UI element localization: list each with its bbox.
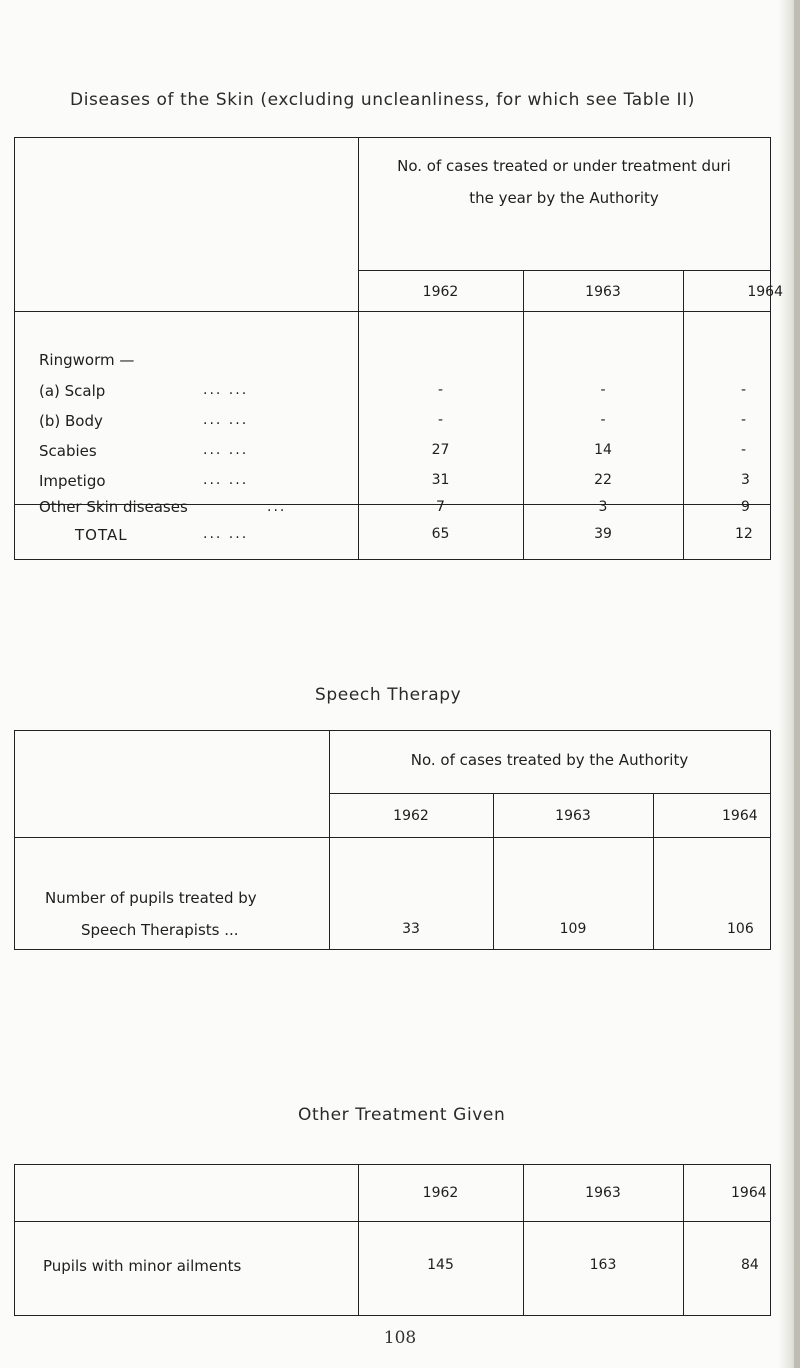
other-year-1962: 1962 <box>422 1185 459 1201</box>
row-label-line1: Number of pupils treated by <box>45 889 257 907</box>
skin-group-header-line2: the year by the Authority <box>469 189 659 207</box>
leader-dots: ... ... <box>203 442 249 458</box>
cell-1962: 7 <box>436 499 445 515</box>
cell-1962: - <box>437 412 444 428</box>
row-label: Scabies <box>39 442 97 460</box>
skin-year-1963: 1963 <box>585 284 621 300</box>
skin-diseases-heading: Diseases of the Skin (excluding uncleanliness, for which see Table II) <box>70 90 696 110</box>
row-label-line2: Speech Therapists ... <box>81 921 239 939</box>
cell-1964: - <box>741 382 747 398</box>
cell-1964: 9 <box>741 499 750 515</box>
cell-1962: 31 <box>431 472 450 488</box>
cell-1962: - <box>437 382 444 398</box>
row-label: Pupils with minor ailments <box>43 1257 242 1275</box>
skin-year-1962: 1962 <box>422 284 459 300</box>
leader-dots: ... <box>267 499 287 515</box>
cell-1963: 22 <box>594 472 612 488</box>
page-number: 108 <box>383 1328 417 1348</box>
row-label: (a) Scalp <box>39 382 106 400</box>
cell-1963: - <box>600 382 606 398</box>
speech-year-1963: 1963 <box>555 808 591 824</box>
speech-year-1962: 1962 <box>393 808 429 824</box>
speech-group-header: No. of cases treated by the Authority <box>410 751 689 769</box>
other-cell-1962: 145 <box>427 1257 454 1273</box>
cell-1963: 3 <box>598 499 608 515</box>
total-1962: 65 <box>431 526 450 542</box>
row-label: (b) Body <box>39 412 103 430</box>
row-label: Other Skin diseases <box>39 498 188 516</box>
leader-dots: ... ... <box>203 526 249 542</box>
other-cell-1964: 84 <box>741 1257 759 1273</box>
cell-1963: - <box>600 412 606 428</box>
other-year-1964: 1964 <box>731 1185 767 1201</box>
skin-year-1964: 1964 <box>747 284 783 300</box>
speech-year-1964: 1964 <box>722 808 758 824</box>
cell-1962: 27 <box>431 442 450 458</box>
other-treatment-heading: Other Treatment Given <box>298 1105 506 1125</box>
other-cell-1963: 163 <box>589 1257 617 1273</box>
speech-therapy-table <box>14 730 771 950</box>
total-1963: 39 <box>594 526 612 542</box>
other-year-1963: 1963 <box>585 1185 621 1201</box>
cell-1964: - <box>741 412 747 428</box>
cell-1963: 14 <box>594 442 612 458</box>
skin-group-header-line1: No. of cases treated or under treatment duri <box>397 157 731 175</box>
cell-1964: 3 <box>741 472 750 488</box>
skin-diseases-table <box>14 137 783 560</box>
row-label: Impetigo <box>39 472 106 490</box>
total-1964: 12 <box>735 526 753 542</box>
leader-dots: ... ... <box>203 382 249 398</box>
speech-therapy-heading: Speech Therapy <box>315 685 462 705</box>
other-treatment-table <box>14 1164 771 1316</box>
speech-cell-1962: 33 <box>402 921 420 937</box>
leader-dots: ... ... <box>203 472 249 488</box>
leader-dots: ... ... <box>203 412 249 428</box>
total-label: TOTAL <box>75 526 128 544</box>
page-edge-dark <box>794 0 800 1368</box>
speech-cell-1963: 109 <box>559 921 587 937</box>
row-label: Ringworm — <box>39 351 135 369</box>
speech-cell-1964: 106 <box>727 921 754 937</box>
cell-1964: - <box>741 442 747 458</box>
